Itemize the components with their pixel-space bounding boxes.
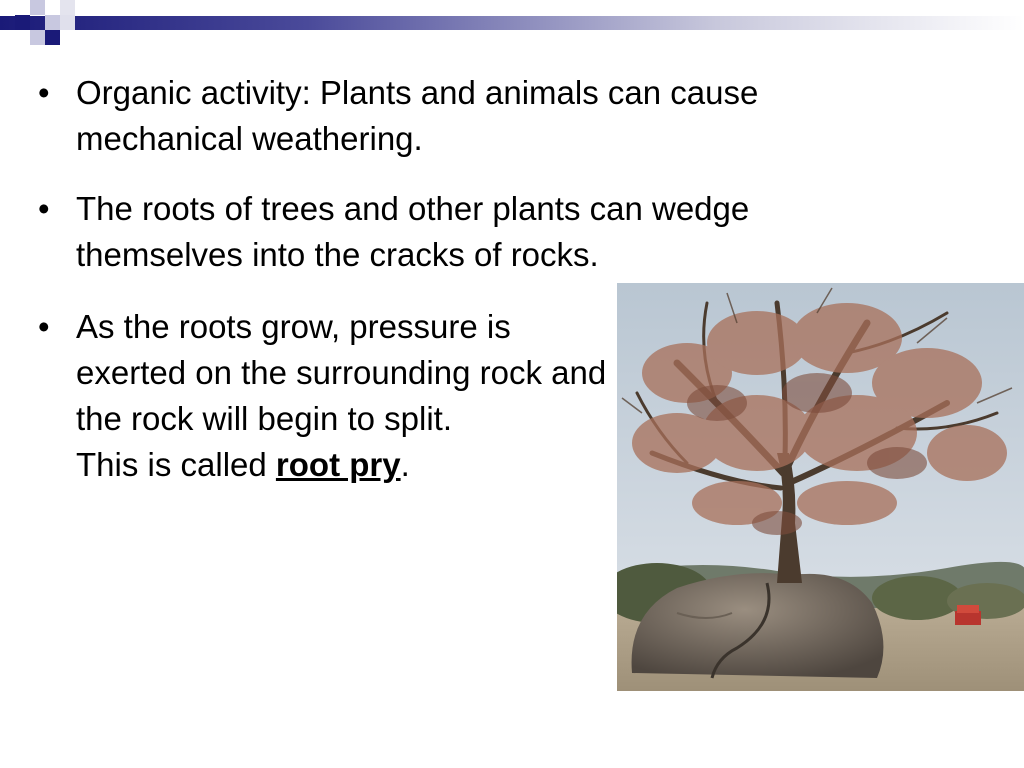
decor-square: [30, 30, 45, 45]
tree-on-rock-photo: [617, 283, 1024, 691]
bullet-item-organic-activity: [38, 70, 918, 162]
decor-square: [45, 30, 60, 45]
closing-line-prefix: This is called: [76, 446, 276, 483]
decor-square: [30, 0, 45, 15]
bullet-text: Organic activity: Plants and animals can cause mechanical weathering.: [76, 74, 759, 157]
decor-square: [60, 15, 75, 30]
bullet-item-roots-wedge: [38, 186, 918, 278]
decor-square: [15, 15, 30, 30]
bullet-text: The roots of trees and other plants can wedge themselves into the cracks of rocks.: [76, 190, 750, 273]
header-gradient-bar: [0, 16, 1024, 30]
bullet-icon: •: [38, 190, 50, 227]
key-term-root-pry: root pry: [275, 446, 401, 483]
bullet-item-root-pressure: [38, 304, 621, 488]
decor-square: [45, 15, 60, 30]
bullet-icon: •: [38, 74, 50, 111]
tree-on-rock-icon: [617, 283, 1024, 691]
bullet-text: As the roots grow, pressure is exerted on the surrounding rock and the rock will begin to split.: [76, 308, 607, 437]
decor-square: [60, 0, 75, 15]
closing-line-suffix: .: [400, 446, 410, 483]
bullet-icon: •: [38, 308, 50, 345]
